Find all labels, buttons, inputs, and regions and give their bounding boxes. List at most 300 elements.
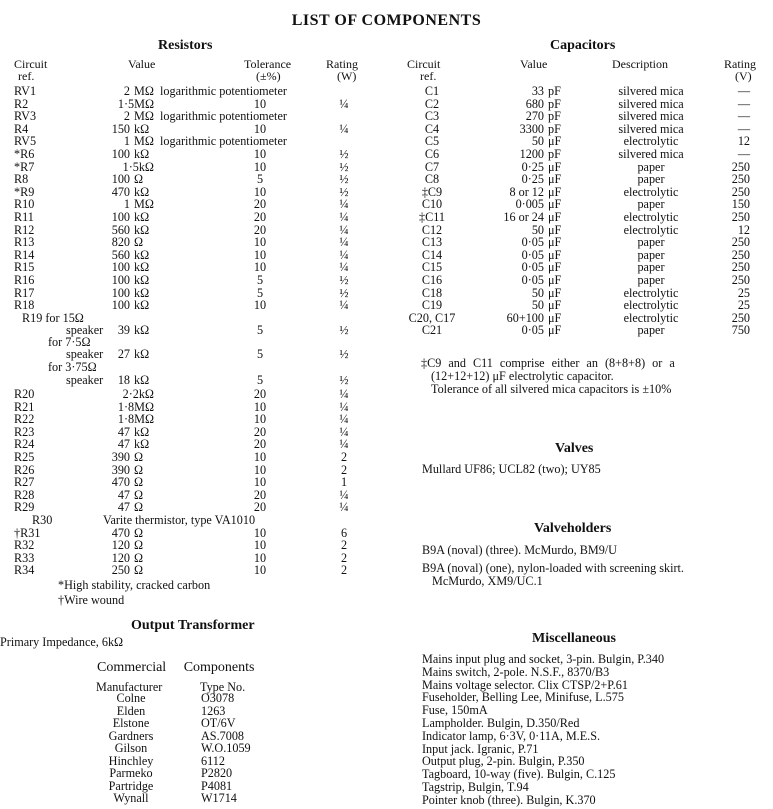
commercial-type-no: 1263 — [201, 703, 226, 718]
r19-speaker-label-3: speaker — [66, 373, 104, 387]
capacitors-col-value: Value — [520, 57, 548, 71]
resistor-ref: R10 — [14, 197, 35, 212]
capacitor-value: 50 — [531, 285, 544, 300]
resistor-row — [0, 539, 360, 551]
resistor-value: 2·2kΩ — [122, 387, 154, 401]
capacitor-ref: C10 — [421, 197, 443, 212]
resistor-tolerance: 10 — [253, 538, 267, 553]
resistor-row — [0, 388, 360, 400]
capacitor-rating: 250 — [731, 159, 750, 174]
r19-value-3: 18 — [117, 373, 130, 387]
resistors-col-tolerance: Tolerance — [244, 57, 292, 71]
resistor-rating: ¼ — [339, 96, 349, 111]
resistor-rating: ½ — [339, 285, 349, 300]
r19-rating: ½ — [339, 323, 349, 337]
resistor-unit: Ω — [134, 462, 144, 477]
r30-row — [0, 514, 360, 526]
capacitor-description: electrolytic — [623, 285, 679, 300]
r19-unit-3: kΩ — [134, 373, 150, 387]
valves-list: Mullard UF86; UCL82 (two); UY85 — [422, 462, 601, 476]
resistor-rating: ¼ — [339, 412, 349, 427]
capacitor-description: paper — [637, 172, 665, 187]
resistor-description: logarithmic potentiometer — [160, 84, 287, 98]
capacitor-rating: 250 — [731, 210, 750, 224]
resistor-ref: *R6 — [14, 147, 35, 161]
commercial-type-no: W.O.1059 — [201, 741, 251, 755]
capacitor-description: electrolytic — [623, 298, 679, 313]
resistor-rating: ½ — [339, 273, 349, 287]
capacitor-description: silvered mica — [618, 84, 684, 98]
r19-unit-2: kΩ — [134, 347, 150, 361]
capacitor-description: paper — [637, 235, 665, 250]
commercial-row — [0, 742, 300, 754]
capacitor-value: 0·05 — [521, 260, 544, 275]
capacitor-value: 50 — [531, 134, 544, 149]
capacitor-rating: 12 — [737, 134, 750, 149]
capacitor-row — [0, 110, 773, 122]
resistor-description: logarithmic potentiometer — [160, 109, 287, 124]
resistor-ref: *R7 — [14, 159, 35, 174]
capacitor-value: 270 — [525, 109, 544, 124]
capacitor-value: 16 or 24 — [503, 210, 544, 224]
capacitors-note-3: Tolerance of all silvered mica capacitors is ±10% — [431, 382, 672, 396]
r19-for-3-75: for 3·75Ω — [48, 360, 97, 374]
capacitor-ref: C14 — [421, 247, 443, 262]
r19-speaker-label: speaker — [66, 323, 104, 337]
resistor-value: 2 — [123, 84, 130, 98]
capacitor-rating: — — [737, 147, 750, 161]
resistor-rating: ¼ — [339, 500, 349, 515]
capacitor-rating: — — [737, 96, 750, 111]
capacitor-ref: C8 — [424, 172, 440, 187]
resistor-tolerance: 5 — [256, 273, 264, 287]
valveholders-line-3: McMurdo, XM9/UC.1 — [432, 574, 543, 588]
resistor-rating: 2 — [340, 538, 348, 553]
resistors-heading: Resistors — [158, 38, 213, 53]
resistor-tolerance: 10 — [253, 247, 267, 262]
resistor-row — [0, 413, 360, 425]
transformer-heading: Output Transformer — [131, 618, 255, 633]
resistor-ref: R8 — [14, 172, 29, 187]
resistor-value: 820 — [111, 235, 130, 250]
resistor-value: 100 — [111, 172, 130, 187]
resistor-row — [0, 426, 360, 438]
commercial-type-no: O3078 — [201, 691, 235, 705]
resistor-rating: ¼ — [339, 424, 349, 439]
resistor-ref: R25 — [14, 450, 35, 464]
resistors-col-value: Value — [128, 57, 156, 71]
resistor-value: 1 — [123, 134, 130, 149]
resistor-ref: R33 — [14, 550, 35, 565]
capacitor-row — [0, 211, 773, 223]
resistor-ref: R24 — [14, 437, 35, 452]
capacitor-value: 0·05 — [521, 273, 544, 287]
resistor-value: 560 — [111, 247, 130, 262]
capacitor-value: 0·05 — [521, 247, 544, 262]
resistor-value: 1·8MΩ — [117, 399, 154, 414]
resistor-value: 2 — [123, 109, 130, 124]
resistor-unit: Ω — [134, 487, 144, 502]
resistor-ref: R26 — [14, 462, 35, 477]
resistor-rating: ¼ — [339, 247, 349, 262]
capacitor-ref: C7 — [424, 159, 440, 174]
commercial-col-type: Type No. — [200, 680, 246, 694]
capacitor-value: 0·25 — [521, 172, 544, 187]
resistor-rating: ½ — [339, 184, 349, 199]
capacitor-rating: — — [737, 84, 750, 98]
valveholders-line-1: B9A (noval) (three). McMurdo, BM9/U — [422, 543, 617, 557]
capacitor-description: silvered mica — [618, 147, 684, 161]
resistor-ref: *R9 — [14, 184, 35, 199]
capacitor-rating: 25 — [737, 285, 750, 300]
capacitor-value: 0·25 — [521, 159, 544, 174]
resistor-ref: R34 — [14, 563, 35, 578]
resistor-rating: ¼ — [339, 235, 349, 250]
r30-description: Varite thermistor, type VA1010 — [103, 513, 256, 527]
r19-row-4 — [0, 348, 360, 360]
resistor-rating: ¼ — [339, 399, 349, 414]
resistor-tolerance: 5 — [256, 172, 264, 187]
capacitor-unit: μF — [548, 159, 562, 174]
commercial-manufacturer: Colne — [116, 691, 146, 705]
resistor-ref: R21 — [14, 399, 35, 414]
capacitor-row — [0, 274, 773, 286]
capacitor-description: electrolytic — [623, 222, 679, 237]
commercial-manufacturer: Gilson — [114, 741, 148, 755]
resistors-col-ref: ref. — [18, 69, 35, 83]
capacitor-ref: C18 — [421, 285, 443, 300]
resistor-ref: R29 — [14, 500, 35, 515]
commercial-row — [0, 717, 300, 729]
capacitor-row — [0, 261, 773, 273]
capacitors-note-1: ‡C9 and C11 comprise either an (8+8+8) or a — [421, 356, 675, 370]
resistor-value: 47 — [117, 424, 130, 439]
resistor-value: 390 — [111, 462, 130, 477]
commercial-row — [0, 792, 300, 804]
capacitor-rating: 250 — [731, 260, 750, 275]
resistor-value: 470 — [111, 526, 130, 540]
resistor-ref: R11 — [14, 210, 34, 224]
capacitor-unit: μF — [548, 323, 562, 338]
capacitor-unit: μF — [548, 184, 562, 199]
resistor-unit: MΩ — [134, 197, 154, 212]
commercial-heading: Commercial Components — [97, 660, 255, 675]
capacitor-row — [0, 148, 773, 160]
resistor-value: 100 — [111, 273, 130, 287]
resistor-unit: kΩ — [134, 121, 150, 136]
r30-ref: R30 — [32, 513, 53, 527]
commercial-manufacturer: Partridge — [108, 778, 154, 793]
resistor-tolerance: 20 — [253, 197, 267, 212]
resistor-description: logarithmic potentiometer — [160, 134, 287, 149]
resistor-rating: 2 — [340, 450, 348, 464]
resistor-row — [0, 489, 360, 501]
capacitor-unit: pF — [548, 147, 561, 161]
resistor-unit: kΩ — [134, 424, 150, 439]
capacitor-description: paper — [637, 197, 665, 212]
resistor-value: 100 — [111, 298, 130, 313]
resistor-value: 1·5MΩ — [117, 96, 154, 111]
resistor-tolerance: 10 — [253, 450, 267, 464]
capacitors-col-rating: Rating — [724, 57, 756, 71]
misc-item-text: Tagboard, 10-way (five). Bulgin, C.125 — [422, 767, 616, 782]
commercial-type-no: OT/6V — [201, 716, 236, 730]
commercial-type-no: AS.7008 — [201, 728, 245, 743]
commercial-manufacturer: Parmeko — [109, 766, 153, 780]
capacitor-value: 0·005 — [515, 197, 544, 212]
capacitor-unit: μF — [548, 273, 562, 287]
resistor-rating: ¼ — [339, 197, 349, 212]
r19-row-6 — [0, 374, 360, 386]
capacitor-rating: 250 — [731, 172, 750, 187]
capacitor-rating: 12 — [737, 222, 750, 237]
resistor-tolerance: 10 — [253, 550, 267, 565]
capacitor-description: paper — [637, 323, 665, 338]
resistor-rating: 1 — [340, 475, 348, 490]
capacitor-unit: pF — [548, 121, 561, 136]
resistor-value: 560 — [111, 222, 130, 237]
resistor-value: 100 — [111, 285, 130, 300]
misc-item-text: Mains input plug and socket, 3-pin. Bulgin, P.340 — [422, 652, 665, 666]
resistor-unit: Ω — [134, 450, 144, 464]
commercial-type-no: P4081 — [201, 778, 233, 793]
resistor-ref: R12 — [14, 222, 35, 237]
capacitor-description: silvered mica — [618, 109, 684, 124]
resistor-tolerance: 10 — [253, 298, 267, 313]
resistor-ref: R22 — [14, 412, 35, 427]
capacitor-unit: pF — [548, 109, 561, 124]
misc-item-text: Lampholder. Bulgin, D.350/Red — [422, 716, 580, 730]
resistor-unit: kΩ — [134, 298, 150, 313]
resistor-ref: R14 — [14, 247, 35, 262]
valveholders-line-2: B9A (noval) (one), nylon-loaded with screening skirt. — [422, 561, 684, 575]
resistor-value: 150 — [111, 121, 130, 136]
capacitor-description: electrolytic — [623, 310, 679, 325]
resistor-unit: kΩ — [134, 184, 150, 199]
resistor-ref: R23 — [14, 424, 35, 439]
resistor-unit: kΩ — [134, 210, 150, 224]
resistor-rating: ¼ — [339, 487, 349, 502]
capacitor-row — [0, 161, 773, 173]
resistor-unit: Ω — [134, 235, 144, 250]
resistor-tolerance: 10 — [253, 399, 267, 414]
r19-tolerance-2: 5 — [256, 347, 264, 361]
capacitor-ref: C16 — [421, 273, 443, 287]
resistor-ref: RV3 — [14, 109, 37, 124]
resistor-row — [0, 501, 360, 513]
resistor-tolerance: 10 — [253, 235, 267, 250]
resistor-tolerance: 10 — [253, 563, 267, 578]
capacitor-unit: μF — [548, 197, 562, 212]
resistor-tolerance: 10 — [253, 184, 267, 199]
r19-unit: kΩ — [134, 323, 150, 337]
capacitor-description: electrolytic — [623, 210, 679, 224]
resistor-row — [0, 451, 360, 463]
capacitor-row — [0, 135, 773, 147]
capacitor-row — [0, 249, 773, 261]
resistor-value: 1·8MΩ — [117, 412, 154, 427]
capacitor-ref: ‡C9 — [421, 184, 443, 199]
resistor-value: 250 — [111, 563, 130, 578]
resistor-value: 47 — [117, 500, 130, 515]
valveholders-heading: Valveholders — [534, 521, 612, 536]
misc-item-text: Fuse, 150mA — [422, 703, 488, 718]
resistor-unit: Ω — [134, 538, 144, 553]
r19-label: R19 for 15Ω — [22, 311, 84, 325]
capacitor-unit: μF — [548, 285, 562, 300]
page-title: LIST OF COMPONENTS — [291, 12, 482, 29]
resistor-rating: ½ — [339, 159, 349, 174]
resistor-value: 470 — [111, 475, 130, 490]
capacitor-rating: 25 — [737, 298, 750, 313]
capacitor-ref: C12 — [421, 222, 443, 237]
resistor-ref: R13 — [14, 235, 35, 250]
commercial-row — [0, 755, 300, 767]
commercial-manufacturer: Wynall — [113, 791, 149, 805]
resistor-ref: R2 — [14, 96, 29, 111]
resistor-rating: ¼ — [339, 210, 349, 224]
resistor-unit: Ω — [134, 500, 144, 515]
resistor-value: 120 — [111, 538, 130, 553]
resistor-tolerance: 20 — [253, 500, 267, 515]
resistor-ref: R18 — [14, 298, 35, 313]
capacitor-row — [0, 123, 773, 135]
r19-speaker-label-2: speaker — [66, 347, 104, 361]
capacitors-col-description: Description — [612, 57, 668, 71]
commercial-manufacturer: Gardners — [108, 728, 154, 743]
commercial-manufacturer: Hinchley — [108, 753, 154, 768]
resistor-unit: MΩ — [134, 134, 154, 149]
resistor-value: 100 — [111, 260, 130, 275]
capacitor-description: paper — [637, 247, 665, 262]
resistor-rating: ¼ — [339, 387, 349, 401]
resistor-ref: R15 — [14, 260, 35, 275]
resistor-value: 390 — [111, 450, 130, 464]
resistor-unit: Ω — [134, 475, 144, 490]
capacitor-description: paper — [637, 260, 665, 275]
resistor-row — [0, 564, 360, 576]
capacitor-rating: 250 — [731, 310, 750, 325]
r19-value: 39 — [117, 323, 130, 337]
misc-item-text: Mains voltage selector. Clix CTSP/2+P.61 — [422, 677, 628, 692]
commercial-row — [0, 705, 300, 717]
capacitor-value: 1200 — [519, 147, 544, 161]
capacitor-rating: 250 — [731, 184, 750, 199]
misc-item-text: Input jack. Igranic, P.71 — [422, 741, 539, 756]
r19-tolerance-3: 5 — [256, 373, 264, 387]
resistor-value: 1 — [123, 197, 130, 212]
capacitor-unit: μF — [548, 210, 562, 224]
capacitor-rating: — — [737, 109, 750, 124]
resistors-note-wirewound: †Wire wound — [58, 593, 125, 607]
capacitor-row — [0, 236, 773, 248]
resistor-tolerance: 10 — [253, 526, 267, 540]
capacitor-unit: μF — [548, 222, 562, 237]
capacitor-description: silvered mica — [618, 96, 684, 111]
capacitor-value: 50 — [531, 298, 544, 313]
capacitor-description: silvered mica — [618, 121, 684, 136]
resistor-row — [0, 438, 360, 450]
resistor-rating: ½ — [339, 172, 349, 187]
resistor-value: 1·5kΩ — [122, 159, 154, 174]
resistor-ref: R28 — [14, 487, 35, 502]
resistors-col-tolerance-unit: (±%) — [256, 69, 281, 83]
resistor-unit: Ω — [134, 172, 144, 187]
capacitor-ref: C1 — [424, 84, 440, 98]
capacitor-row — [0, 198, 773, 210]
resistors-note-stability: *High stability, cracked carbon — [58, 578, 211, 592]
commercial-row — [0, 692, 300, 704]
resistor-unit: kΩ — [134, 247, 150, 262]
capacitor-description: electrolytic — [623, 184, 679, 199]
capacitor-row — [0, 186, 773, 198]
resistor-ref: R32 — [14, 538, 35, 553]
resistor-rating: ¼ — [339, 222, 349, 237]
capacitor-value: 0·05 — [521, 235, 544, 250]
resistor-unit: Ω — [134, 563, 144, 578]
resistor-rating: 2 — [340, 563, 348, 578]
capacitor-unit: μF — [548, 247, 562, 262]
capacitor-value: 50 — [531, 222, 544, 237]
capacitor-ref: C3 — [424, 109, 440, 124]
capacitor-description: paper — [637, 273, 665, 287]
resistor-ref: RV5 — [14, 134, 37, 149]
misc-item-text: Output plug, 2-pin. Bulgin, P.350 — [422, 754, 585, 769]
capacitor-unit: μF — [548, 134, 562, 149]
resistors-col-circuit: Circuit — [14, 57, 48, 71]
capacitor-rating: 150 — [731, 197, 750, 212]
resistor-row — [0, 527, 360, 539]
resistor-row — [0, 552, 360, 564]
capacitor-ref: C6 — [424, 147, 440, 161]
resistor-rating: ½ — [339, 147, 349, 161]
misc-heading: Miscellaneous — [532, 631, 616, 646]
resistor-ref: R27 — [14, 475, 35, 490]
resistor-tolerance: 20 — [253, 437, 267, 452]
resistor-unit: MΩ — [134, 84, 154, 98]
capacitors-heading: Capacitors — [550, 38, 616, 53]
resistor-unit: Ω — [134, 550, 144, 565]
resistor-unit: kΩ — [134, 147, 150, 161]
resistor-tolerance: 10 — [253, 260, 267, 275]
commercial-row — [0, 730, 300, 742]
commercial-manufacturer: Elden — [116, 703, 146, 718]
r19-value-2: 27 — [117, 347, 130, 361]
capacitor-rating: — — [737, 121, 750, 136]
resistor-rating: ¼ — [339, 260, 349, 275]
resistor-ref: †R31 — [14, 526, 41, 540]
commercial-row — [0, 767, 300, 779]
resistor-ref: R4 — [14, 121, 29, 136]
r19-for-7-5: for 7·5Ω — [48, 335, 91, 349]
capacitors-note-2: (12+12+12) μF electrolytic capacitor. — [431, 369, 614, 383]
capacitors-col-ref: ref. — [420, 69, 437, 83]
capacitor-value: 8 or 12 — [509, 184, 544, 199]
capacitor-unit: pF — [548, 96, 561, 111]
resistor-value: 470 — [111, 184, 130, 199]
transformer-impedance: Primary Impedance, 6kΩ — [0, 635, 124, 649]
resistor-rating: ¼ — [339, 121, 349, 136]
commercial-type-no: W1714 — [201, 791, 237, 805]
resistor-row — [0, 401, 360, 413]
capacitors-col-circuit: Circuit — [407, 57, 441, 71]
resistor-tolerance: 20 — [253, 487, 267, 502]
valves-heading: Valves — [555, 441, 594, 456]
misc-item-text: Tagstrip, Bulgin, T.94 — [422, 780, 529, 794]
resistor-tolerance: 20 — [253, 424, 267, 439]
capacitor-value: 33 — [531, 84, 544, 98]
capacitor-row — [0, 324, 773, 336]
